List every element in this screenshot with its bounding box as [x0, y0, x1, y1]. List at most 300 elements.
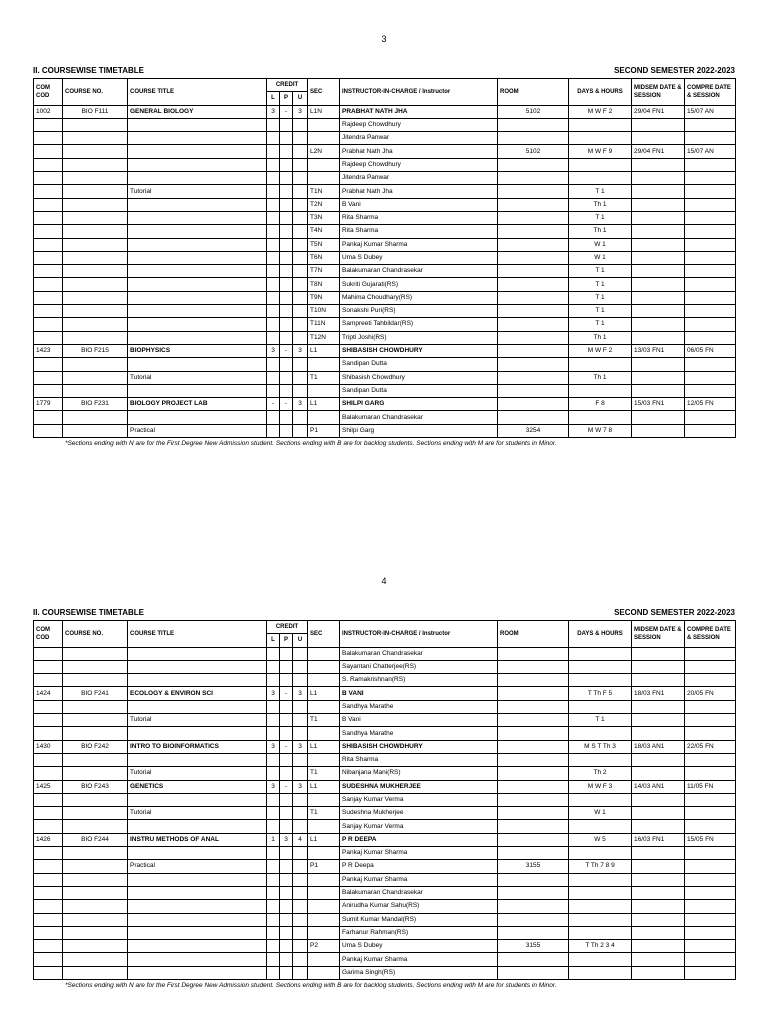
- cell-days-hours: [569, 793, 632, 806]
- cell-compre: 06/05 FN: [685, 344, 736, 357]
- cell-credit-u: [293, 185, 308, 198]
- cell-credit-l: [267, 767, 280, 780]
- cell-instructor: Jitendra Panwar: [340, 172, 498, 185]
- cell-midsem: [632, 940, 685, 953]
- cell-credit-u: [293, 358, 308, 371]
- cell-course-title: [128, 132, 267, 145]
- table-row: [34, 873, 736, 886]
- cell-instructor: Prabhat Nath Jha: [340, 145, 498, 158]
- cell-days-hours: [569, 953, 632, 966]
- cell-course-no: [63, 753, 128, 766]
- cell-compre: [685, 886, 736, 899]
- cell-instructor: Sandhya Marathe: [340, 727, 498, 740]
- cell-credit-l: [267, 966, 280, 979]
- table-row: [34, 687, 736, 700]
- cell-comp-code: [34, 305, 63, 318]
- cell-days-hours: [569, 966, 632, 979]
- table-row: [34, 953, 736, 966]
- col-course-title: COURSE TITLE: [128, 621, 267, 648]
- cell-course-no: [63, 318, 128, 331]
- cell-days-hours: W 1: [569, 807, 632, 820]
- cell-room: [498, 926, 569, 939]
- cell-credit-u: [293, 727, 308, 740]
- cell-compre: [685, 873, 736, 886]
- cell-credit-p: [280, 953, 293, 966]
- cell-course-no: BIO F231: [63, 398, 128, 411]
- cell-comp-code: [34, 913, 63, 926]
- cell-comp-code: [34, 793, 63, 806]
- cell-room: [498, 767, 569, 780]
- cell-sec: [308, 411, 340, 424]
- cell-sec: [308, 753, 340, 766]
- cell-compre: [685, 424, 736, 437]
- cell-days-hours: T 1: [569, 305, 632, 318]
- cell-days-hours: [569, 820, 632, 833]
- table-row: [34, 940, 736, 953]
- cell-sec: [308, 727, 340, 740]
- cell-compre: [685, 278, 736, 291]
- col-credit: CREDIT: [267, 79, 308, 92]
- cell-room: [498, 714, 569, 727]
- cell-compre: [685, 185, 736, 198]
- cell-credit-u: [293, 211, 308, 224]
- cell-comp-code: 1426: [34, 833, 63, 846]
- cell-midsem: [632, 700, 685, 713]
- col-room: ROOM: [498, 79, 569, 106]
- cell-credit-p: [280, 185, 293, 198]
- cell-room: 3155: [498, 860, 569, 873]
- cell-room: [498, 278, 569, 291]
- cell-credit-u: [293, 265, 308, 278]
- cell-sec: [308, 647, 340, 660]
- cell-compre: [685, 211, 736, 224]
- table-row: [34, 820, 736, 833]
- cell-comp-code: [34, 900, 63, 913]
- cell-credit-u: [293, 278, 308, 291]
- cell-credit-l: [267, 807, 280, 820]
- cell-instructor: Jitendra Panwar: [340, 132, 498, 145]
- cell-room: [498, 700, 569, 713]
- cell-course-title: [128, 886, 267, 899]
- cell-instructor: B Vani: [340, 198, 498, 211]
- cell-compre: 15/05 FN: [685, 833, 736, 846]
- cell-compre: [685, 265, 736, 278]
- cell-credit-u: [293, 966, 308, 979]
- cell-comp-code: 1425: [34, 780, 63, 793]
- cell-sec: P1: [308, 424, 340, 437]
- cell-course-no: [63, 211, 128, 224]
- cell-room: [498, 238, 569, 251]
- cell-midsem: [632, 278, 685, 291]
- cell-comp-code: [34, 674, 63, 687]
- cell-course-no: [63, 411, 128, 424]
- cell-credit-p: [280, 647, 293, 660]
- cell-course-title: [128, 753, 267, 766]
- cell-sec: T2N: [308, 198, 340, 211]
- cell-credit-p: [280, 291, 293, 304]
- cell-credit-p: [280, 238, 293, 251]
- cell-credit-p: [280, 847, 293, 860]
- cell-credit-p: -: [280, 687, 293, 700]
- cell-credit-l: [267, 225, 280, 238]
- cell-credit-l: [267, 940, 280, 953]
- cell-midsem: 13/03 FN1: [632, 344, 685, 357]
- cell-compre: 20/05 FN: [685, 687, 736, 700]
- cell-days-hours: T 1: [569, 291, 632, 304]
- col-days-hours: DAYS & HOURS: [569, 621, 632, 648]
- cell-course-title: [128, 238, 267, 251]
- cell-compre: [685, 860, 736, 873]
- cell-credit-p: [280, 900, 293, 913]
- cell-room: [498, 847, 569, 860]
- col-course-title: COURSE TITLE: [128, 79, 267, 106]
- cell-compre: [685, 807, 736, 820]
- cell-midsem: 16/03 FN1: [632, 833, 685, 846]
- cell-days-hours: T 1: [569, 714, 632, 727]
- cell-days-hours: M W F 2: [569, 344, 632, 357]
- cell-midsem: [632, 727, 685, 740]
- semester-title: SECOND SEMESTER 2022-2023: [614, 66, 735, 75]
- cell-instructor: Sandipan Dutta: [340, 384, 498, 397]
- cell-course-title: [128, 926, 267, 939]
- cell-course-title: Tutorial: [128, 185, 267, 198]
- cell-course-no: [63, 900, 128, 913]
- cell-credit-p: [280, 727, 293, 740]
- cell-credit-p: [280, 225, 293, 238]
- cell-course-title: [128, 118, 267, 131]
- cell-room: [498, 647, 569, 660]
- cell-instructor: Rita Sharma: [340, 225, 498, 238]
- col-instructor: INSTRUCTOR-IN-CHARGE / Instructor: [340, 79, 498, 106]
- cell-credit-u: 3: [293, 740, 308, 753]
- table-row: [34, 900, 736, 913]
- cell-sec: [308, 132, 340, 145]
- cell-credit-l: [267, 873, 280, 886]
- cell-instructor: SHILPI GARG: [340, 398, 498, 411]
- cell-room: [498, 358, 569, 371]
- cell-credit-u: [293, 886, 308, 899]
- cell-midsem: 18/03 AN1: [632, 740, 685, 753]
- cell-course-title: ECOLOGY & ENVIRON SCI: [128, 687, 267, 700]
- header-row: [34, 621, 736, 634]
- cell-credit-l: [267, 158, 280, 171]
- cell-compre: [685, 953, 736, 966]
- cell-room: [498, 886, 569, 899]
- cell-credit-l: [267, 331, 280, 344]
- cell-credit-l: [267, 886, 280, 899]
- cell-course-no: [63, 820, 128, 833]
- cell-course-no: [63, 172, 128, 185]
- table-row: [34, 767, 736, 780]
- cell-credit-u: [293, 900, 308, 913]
- cell-credit-u: [293, 793, 308, 806]
- cell-room: [498, 265, 569, 278]
- cell-midsem: [632, 384, 685, 397]
- cell-course-no: [63, 331, 128, 344]
- cell-credit-p: [280, 118, 293, 131]
- cell-instructor: Farhanur Rahman(RS): [340, 926, 498, 939]
- cell-sec: [308, 158, 340, 171]
- cell-room: [498, 820, 569, 833]
- cell-instructor: Balakumaran Chandrasekar: [340, 886, 498, 899]
- cell-compre: [685, 291, 736, 304]
- cell-room: [498, 132, 569, 145]
- page-number: 4: [381, 576, 387, 586]
- cell-comp-code: 1002: [34, 105, 63, 118]
- cell-credit-l: [267, 305, 280, 318]
- cell-days-hours: [569, 411, 632, 424]
- cell-course-title: [128, 793, 267, 806]
- cell-credit-p: [280, 753, 293, 766]
- cell-midsem: [632, 807, 685, 820]
- cell-credit-u: [293, 118, 308, 131]
- cell-course-title: Practical: [128, 424, 267, 437]
- cell-course-no: [63, 847, 128, 860]
- cell-course-title: [128, 940, 267, 953]
- cell-credit-l: [267, 820, 280, 833]
- cell-credit-p: [280, 660, 293, 673]
- cell-credit-l: [267, 318, 280, 331]
- col-comp-code: COM COD: [34, 621, 63, 648]
- cell-comp-code: [34, 966, 63, 979]
- cell-days-hours: T Th F 5: [569, 687, 632, 700]
- table-row: [34, 833, 736, 846]
- table-row: [34, 807, 736, 820]
- cell-credit-l: 3: [267, 740, 280, 753]
- cell-credit-u: [293, 331, 308, 344]
- cell-days-hours: [569, 358, 632, 371]
- cell-room: [498, 913, 569, 926]
- cell-midsem: [632, 411, 685, 424]
- cell-days-hours: [569, 674, 632, 687]
- cell-comp-code: [34, 926, 63, 939]
- cell-credit-u: [293, 700, 308, 713]
- cell-sec: [308, 700, 340, 713]
- cell-credit-u: [293, 225, 308, 238]
- cell-sec: T4N: [308, 225, 340, 238]
- cell-midsem: [632, 185, 685, 198]
- cell-course-title: Practical: [128, 860, 267, 873]
- cell-days-hours: T 1: [569, 318, 632, 331]
- cell-course-title: Tutorial: [128, 767, 267, 780]
- cell-course-no: [63, 265, 128, 278]
- cell-credit-u: [293, 158, 308, 171]
- cell-credit-p: -: [280, 740, 293, 753]
- timetable: [33, 78, 736, 438]
- cell-compre: [685, 132, 736, 145]
- cell-room: [498, 118, 569, 131]
- cell-credit-p: [280, 674, 293, 687]
- cell-credit-p: [280, 793, 293, 806]
- cell-compre: [685, 118, 736, 131]
- cell-days-hours: [569, 384, 632, 397]
- cell-sec: T6N: [308, 251, 340, 264]
- cell-credit-p: [280, 411, 293, 424]
- cell-midsem: [632, 900, 685, 913]
- cell-days-hours: [569, 926, 632, 939]
- table-row: [34, 371, 736, 384]
- section-title: II. COURSEWISE TIMETABLE: [33, 66, 144, 75]
- cell-course-title: [128, 358, 267, 371]
- cell-credit-l: [267, 384, 280, 397]
- cell-course-title: INSTRU METHODS OF ANAL: [128, 833, 267, 846]
- cell-room: 5102: [498, 105, 569, 118]
- cell-days-hours: T Th 2 3 4: [569, 940, 632, 953]
- cell-credit-l: [267, 793, 280, 806]
- cell-room: [498, 305, 569, 318]
- col-sec: SEC: [308, 621, 340, 648]
- cell-course-no: [63, 940, 128, 953]
- cell-compre: 11/05 FN: [685, 780, 736, 793]
- cell-days-hours: [569, 118, 632, 131]
- cell-days-hours: [569, 727, 632, 740]
- cell-credit-p: [280, 913, 293, 926]
- table-row: [34, 727, 736, 740]
- cell-credit-u: [293, 714, 308, 727]
- cell-sec: T11N: [308, 318, 340, 331]
- footnote: *Sections ending with N are for the First Degree New Admission student. Sections ending with B are for backlog students. Sections ending with M are for students in Minor.: [65, 440, 557, 448]
- cell-midsem: [632, 158, 685, 171]
- col-course-no: COURSE NO.: [63, 621, 128, 648]
- cell-credit-u: [293, 305, 308, 318]
- cell-credit-u: 3: [293, 687, 308, 700]
- cell-room: 3155: [498, 940, 569, 953]
- table-row: [34, 647, 736, 660]
- timetable-body: [34, 647, 736, 979]
- cell-credit-l: [267, 265, 280, 278]
- cell-comp-code: [34, 358, 63, 371]
- cell-comp-code: [34, 807, 63, 820]
- cell-course-no: [63, 118, 128, 131]
- cell-comp-code: [34, 647, 63, 660]
- cell-credit-u: 3: [293, 398, 308, 411]
- cell-instructor: Tripti Joshi(RS): [340, 331, 498, 344]
- cell-room: [498, 727, 569, 740]
- cell-room: [498, 331, 569, 344]
- cell-course-title: INTRO TO BIOINFORMATICS: [128, 740, 267, 753]
- cell-midsem: [632, 358, 685, 371]
- cell-credit-l: [267, 211, 280, 224]
- cell-compre: [685, 926, 736, 939]
- cell-credit-u: [293, 767, 308, 780]
- cell-course-title: BIOLOGY PROJECT LAB: [128, 398, 267, 411]
- cell-instructor: Sukriti Gujarati(RS): [340, 278, 498, 291]
- cell-comp-code: [34, 265, 63, 278]
- cell-credit-u: 3: [293, 780, 308, 793]
- cell-instructor: S. Ramakrishnan(RS): [340, 674, 498, 687]
- footnote: *Sections ending with N are for the First Degree New Admission student. Sections ending with B are for backlog students. Sections ending with M are for students in Minor.: [65, 982, 557, 990]
- cell-course-no: [63, 886, 128, 899]
- cell-credit-u: [293, 807, 308, 820]
- table-row: [34, 238, 736, 251]
- cell-course-title: GENETICS: [128, 780, 267, 793]
- cell-room: [498, 344, 569, 357]
- cell-course-title: [128, 291, 267, 304]
- table-row: [34, 700, 736, 713]
- cell-credit-l: 3: [267, 105, 280, 118]
- table-row: [34, 913, 736, 926]
- cell-course-title: [128, 847, 267, 860]
- semester-title: SECOND SEMESTER 2022-2023: [614, 608, 735, 617]
- cell-instructor: Prabhat Nath Jha: [340, 185, 498, 198]
- cell-credit-u: [293, 674, 308, 687]
- table-row: [34, 740, 736, 753]
- cell-room: [498, 251, 569, 264]
- cell-compre: [685, 172, 736, 185]
- cell-compre: [685, 913, 736, 926]
- cell-sec: [308, 384, 340, 397]
- cell-room: [498, 291, 569, 304]
- cell-days-hours: T 1: [569, 265, 632, 278]
- cell-credit-p: [280, 714, 293, 727]
- cell-compre: [685, 238, 736, 251]
- cell-course-no: [63, 145, 128, 158]
- cell-room: [498, 687, 569, 700]
- cell-comp-code: [34, 331, 63, 344]
- cell-course-title: Tutorial: [128, 371, 267, 384]
- cell-course-no: [63, 767, 128, 780]
- cell-compre: [685, 358, 736, 371]
- cell-credit-p: -: [280, 344, 293, 357]
- cell-compre: [685, 660, 736, 673]
- cell-midsem: [632, 331, 685, 344]
- cell-credit-l: [267, 291, 280, 304]
- cell-compre: [685, 318, 736, 331]
- cell-course-title: [128, 700, 267, 713]
- cell-course-title: [128, 145, 267, 158]
- cell-instructor: P R DEEPA: [340, 833, 498, 846]
- cell-instructor: Rita Sharma: [340, 753, 498, 766]
- cell-sec: [308, 118, 340, 131]
- table-row: [34, 132, 736, 145]
- page-number: 3: [381, 34, 387, 44]
- cell-course-title: [128, 411, 267, 424]
- cell-course-title: BIOPHYSICS: [128, 344, 267, 357]
- cell-credit-l: [267, 847, 280, 860]
- cell-comp-code: [34, 847, 63, 860]
- cell-credit-p: -: [280, 398, 293, 411]
- cell-comp-code: [34, 384, 63, 397]
- cell-credit-l: [267, 424, 280, 437]
- cell-instructor: Pankaj Kumar Sharma: [340, 847, 498, 860]
- cell-comp-code: [34, 371, 63, 384]
- cell-midsem: [632, 966, 685, 979]
- cell-course-no: [63, 158, 128, 171]
- cell-credit-l: [267, 185, 280, 198]
- cell-credit-u: [293, 953, 308, 966]
- cell-course-title: [128, 251, 267, 264]
- cell-course-title: [128, 820, 267, 833]
- cell-credit-p: [280, 145, 293, 158]
- cell-credit-u: [293, 172, 308, 185]
- cell-comp-code: 1779: [34, 398, 63, 411]
- cell-comp-code: [34, 238, 63, 251]
- cell-compre: [685, 900, 736, 913]
- cell-sec: L1: [308, 687, 340, 700]
- cell-midsem: [632, 265, 685, 278]
- cell-room: [498, 873, 569, 886]
- cell-midsem: [632, 926, 685, 939]
- cell-room: [498, 953, 569, 966]
- table-row: [34, 172, 736, 185]
- cell-days-hours: [569, 847, 632, 860]
- cell-credit-p: [280, 926, 293, 939]
- cell-compre: [685, 727, 736, 740]
- cell-days-hours: [569, 647, 632, 660]
- cell-credit-u: [293, 820, 308, 833]
- cell-sec: P2: [308, 940, 340, 953]
- cell-sec: L1: [308, 398, 340, 411]
